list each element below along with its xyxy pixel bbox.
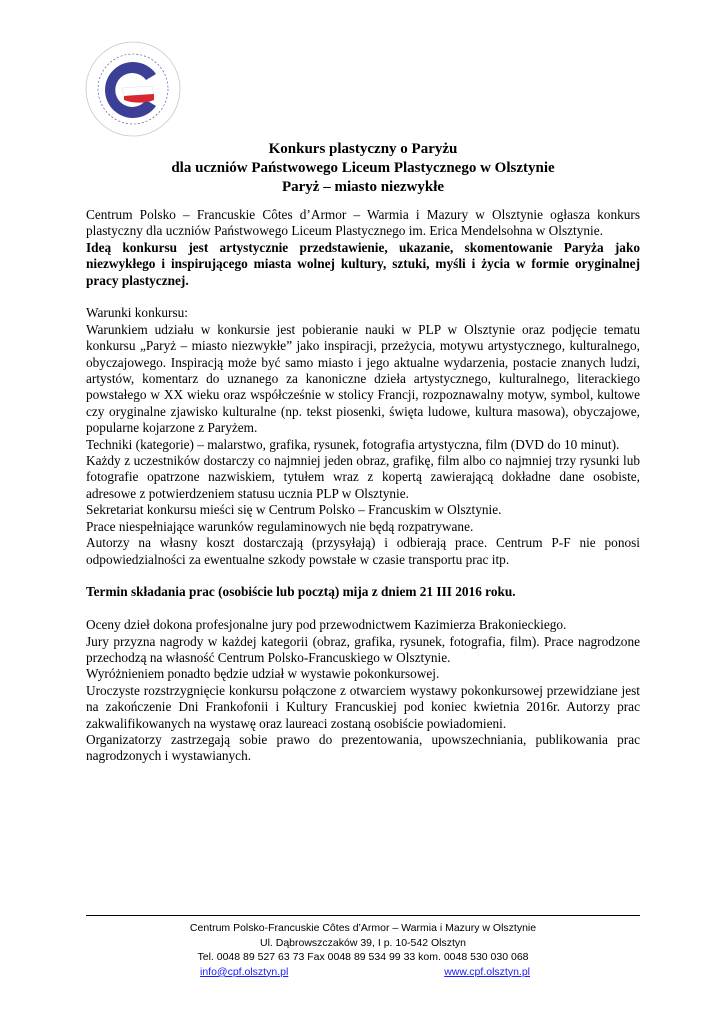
conditions-paragraph: Warunkiem udziału w konkursie jest pobieranie nauki w PLP w Olsztynie oraz podjęcie tematu konkursu „Paryż – miasto niezwykłe” jako inspiracji, przeżycia, motywu artystycznego, kulturalnego, obyczajowego. Inspiracją może być samo miasto i jego aktualne wydarzenia, postacie znanych ludzi, artystów, komentarz do uznanego za kanoniczne dzieła artystycznego, kulturalnego, literackiego powstałego w XX wieku oraz współcześnie w stolicy Francji, rozpoznawalny motyw, symbol, kultowe czy oryginalne zjawisko kulturalne (np. tekst piosenki, święta ludowe, kultura masowa), obyczajowe, popularne kojarzone z Paryżem. [86, 321, 640, 436]
title-line-1: Konkurs plastyczny o Paryżu [268, 141, 458, 157]
footer [86, 921, 640, 979]
jury-paragraph: Oceny dzieł dokona profesjonalne jury pod przewodnictwem Kazimierza Brakonieckiego. [86, 617, 567, 633]
secretariat-paragraph: Sekretariat konkursu mieści się w Centrum Polsko – Francuskim w Olsztynie. [86, 502, 502, 518]
contest-idea-paragraph: Ideą konkursu jest artystycznie przedstawienie, ukazanie, skomentowanie Paryża jako niezwykłego i inspirującego miasta wolnej kultury, sztuki, myśli i życia w formie oryginalnej pracy plastycznej. [86, 239, 640, 288]
document-title-block [86, 140, 640, 197]
prizes-paragraph: Jury przyzna nagrody w każdej kategorii (obraz, grafika, rysunek, fotografia, film). Prace nagrodzone przechodzą na własność Centrum Polsko-Francuskiego w Olsztynie. [86, 633, 640, 665]
techniques-paragraph: Techniki (kategorie) – malarstwo, grafika, rysunek, fotografia artystyczna, film (DVD do 10 minut). [86, 436, 620, 452]
logo-emblem-icon [84, 40, 182, 138]
delivery-paragraph: Autorzy na własny koszt dostarczają (przysyłają) i odbierają prace. Centrum P-F nie ponosi odpowiedzialności za ewentualne szkody powstałe w czasie transportu prac itp. [86, 535, 640, 567]
website-link[interactable]: www.cpf.olsztyn.pl [444, 965, 530, 978]
footer-address: Ul. Dąbrowszczaków 39, I p. 10-542 Olsztyn [259, 936, 466, 949]
footer-phones: Tel. 0048 89 527 63 73 Fax 0048 89 534 99 33 kom. 0048 530 030 068 [197, 951, 529, 964]
rights-paragraph: Organizatorzy zastrzegają sobie prawo do prezentowania, upowszechniania, publikowania prac nagrodzonych i wystawianych. [86, 731, 640, 764]
conditions-heading: Warunki konkursu: [86, 305, 188, 321]
submission-paragraph: Każdy z uczestników dostarczy co najmniej jeden obraz, grafikę, film albo co najmniej trzy rysunki lub fotografie opatrzone nazwiskiem, tytułem wraz z kopertą zawierającą dokładne dane osobiste, adresowe z potwierdzeniem statusu ucznia PLP w Olsztynie. [86, 453, 640, 501]
footer-organization: Centrum Polsko-Francuskie Côtes d’Armor – Warmia i Mazury w Olsztynie [189, 922, 537, 934]
email-link[interactable]: info@cpf.olsztyn.pl [200, 965, 289, 978]
organization-logo [84, 40, 182, 138]
footer-divider [86, 915, 640, 916]
distinction-paragraph: Wyróżnieniem ponadto będzie udział w wystawie pokonkursowej. [86, 666, 440, 682]
title-line-3: Paryż – miasto niezwykłe [281, 179, 445, 195]
ceremony-paragraph: Uroczyste rozstrzygnięcie konkursu połączone z otwarciem wystawy pokonkursowej przewidziane jest na zakończenie Dni Frankofonii i Kultury Francuskiej pod koniec kwietnia 2016r. Autorzy prac zakwalifikowanych na wystawę oraz laureaci zostaną osobiście powiadomieni. [86, 682, 640, 731]
footer-links [86, 965, 640, 980]
document-body [86, 207, 640, 765]
intro-paragraph: Centrum Polsko – Francuskie Côtes d’Armor – Warmia i Mazury w Olsztynie ogłasza konkurs plastyczny dla uczniów Państwowego Liceum Plastycznego im. Erica Mendelsohna w Olsztynie. [86, 207, 640, 239]
rejection-paragraph: Prace niespełniające warunków regulaminowych nie będą rozpatrywane. [86, 518, 474, 534]
title-line-2: dla uczniów Państwowego Liceum Plastycznego w Olsztynie [171, 160, 555, 176]
deadline-paragraph: Termin składania prac (osobiście lub pocztą) mija z dniem 21 III 2016 roku. [86, 584, 516, 600]
